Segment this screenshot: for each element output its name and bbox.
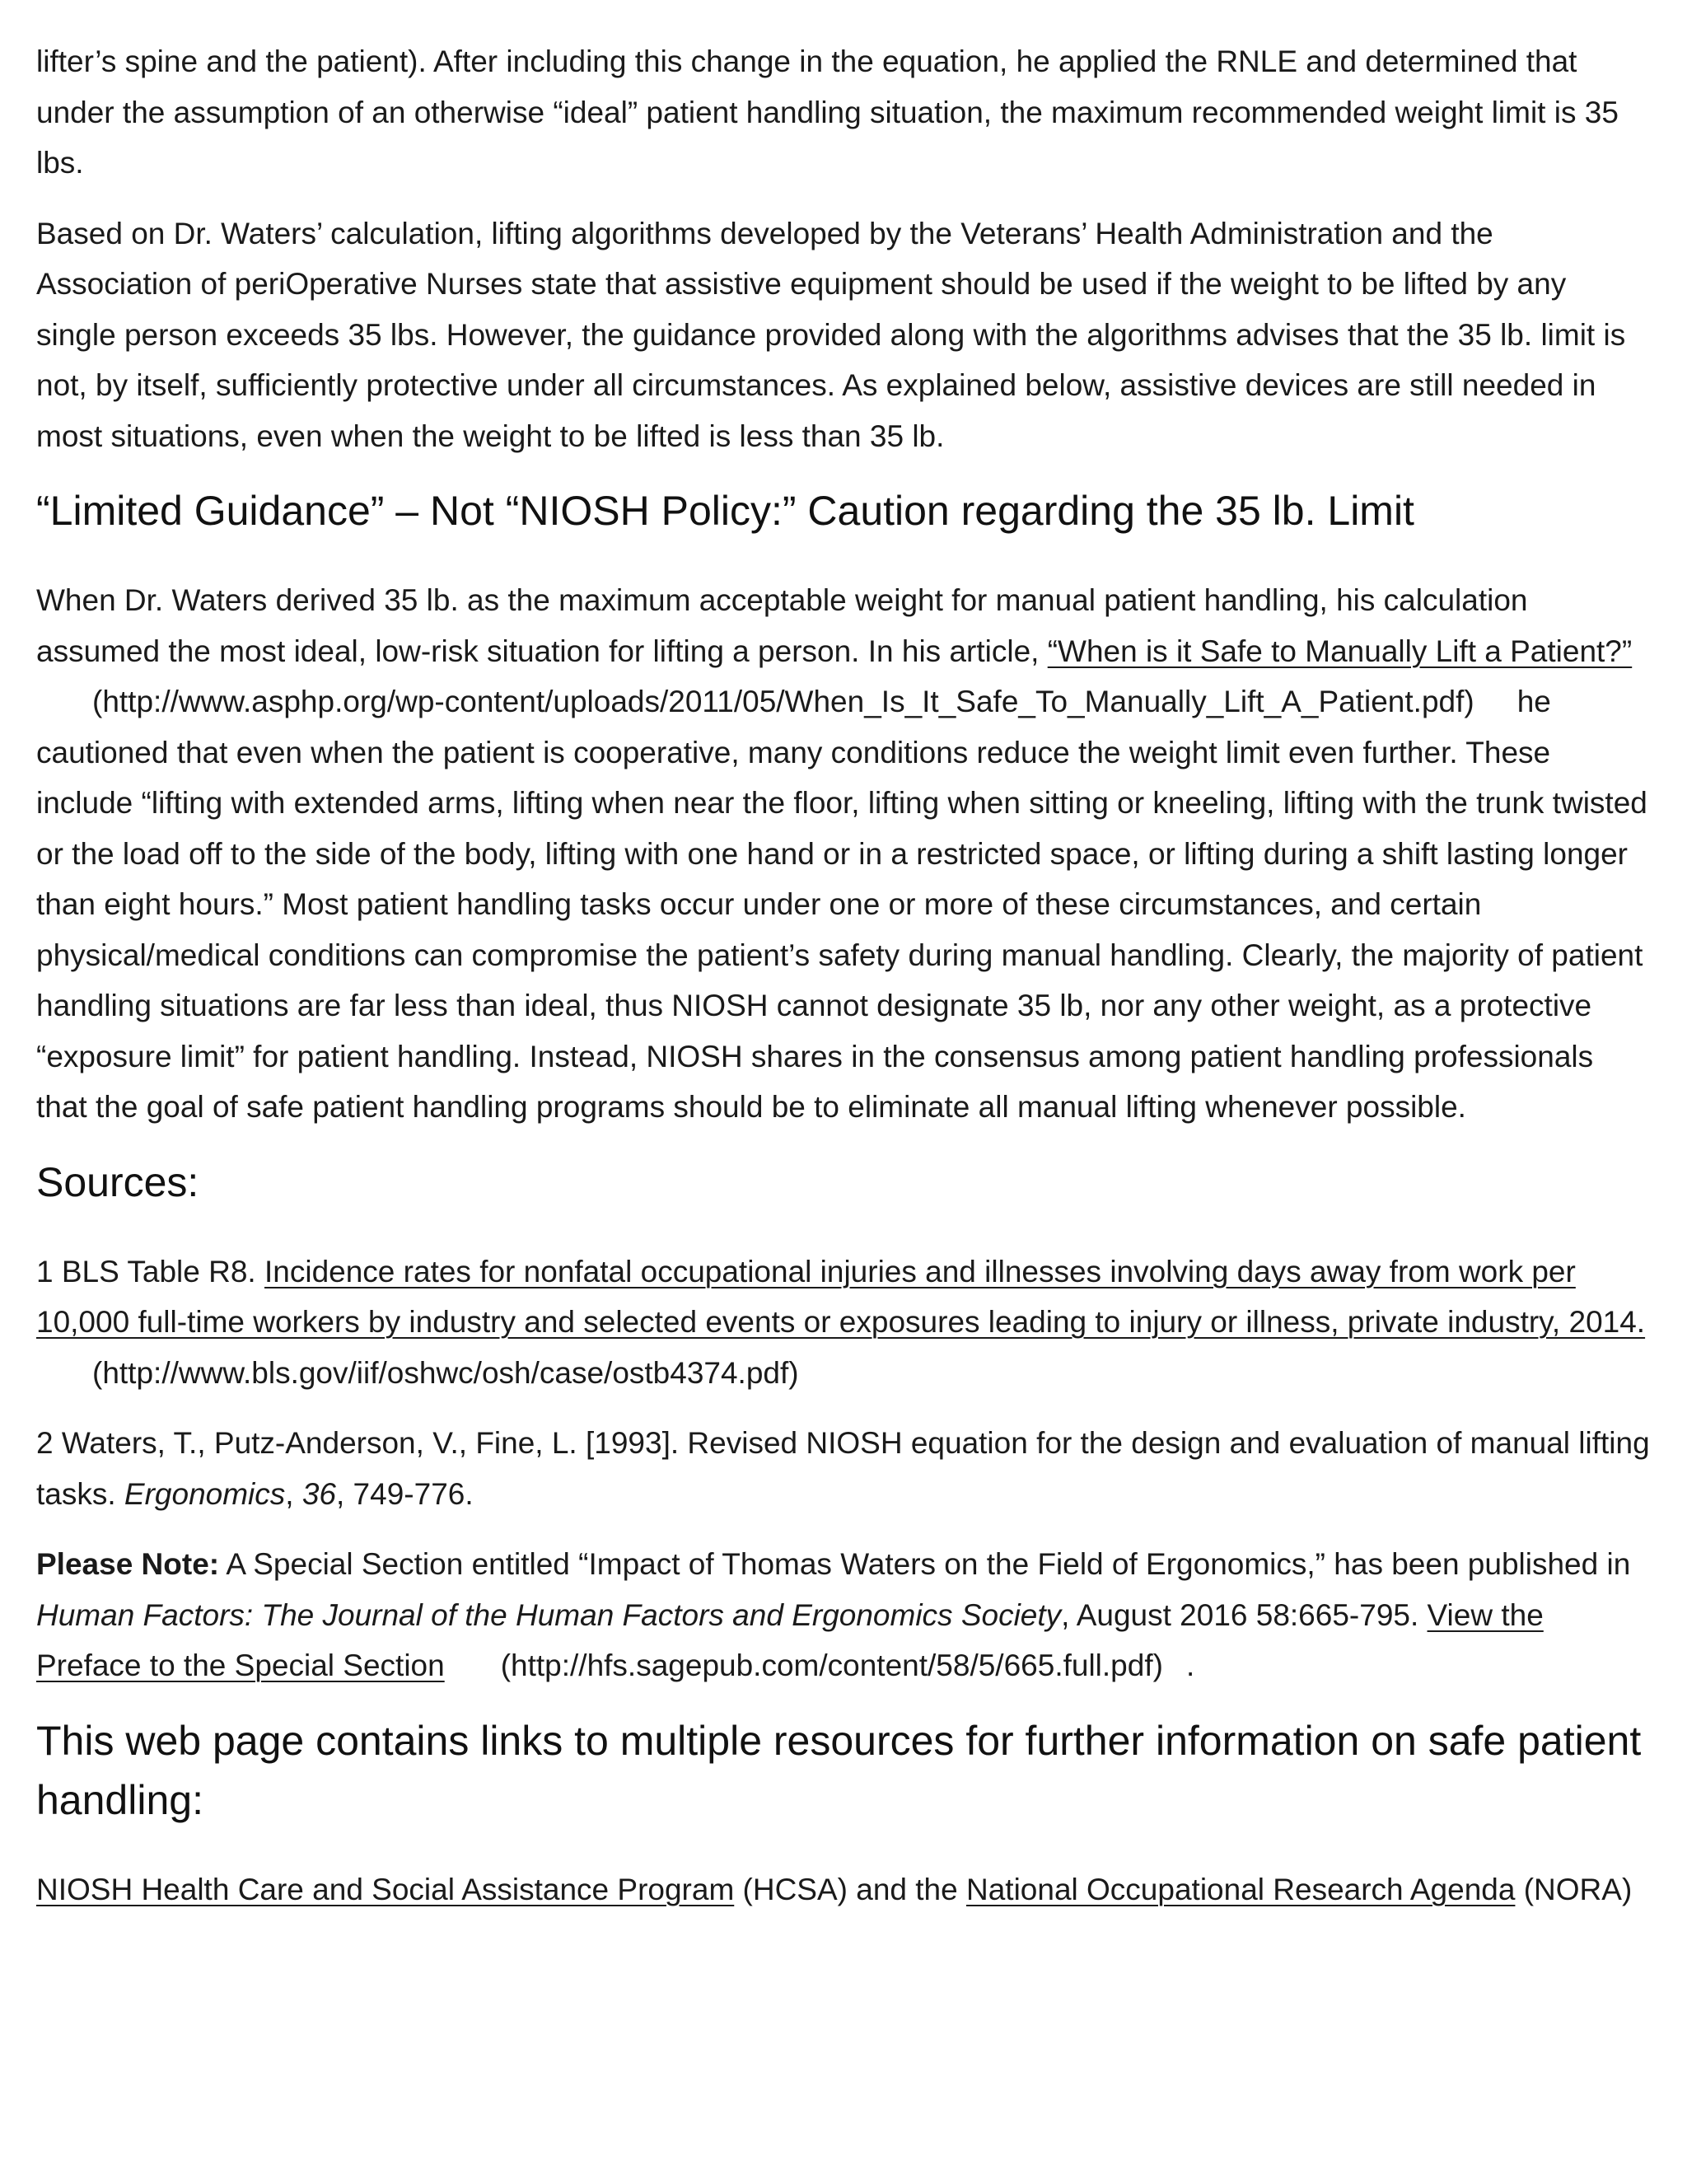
sources-heading: Sources: bbox=[36, 1158, 199, 1205]
source-2 bbox=[36, 1418, 1651, 1519]
resources-paragraph bbox=[36, 1864, 1651, 1915]
source-2-volume: 36 bbox=[301, 1476, 336, 1511]
resources-mid-text: (HCSA) and the bbox=[734, 1872, 966, 1906]
source-1-prefix: 1 BLS Table R8. bbox=[36, 1254, 264, 1288]
limited-guidance-paragraph bbox=[36, 575, 1651, 1133]
article-url: (http://www.asphp.org/wp-content/uploads/2011/05/When_Is_It_Safe_To_Manually_Lift_A_Patient.pdf) bbox=[92, 685, 1474, 718]
resources-heading: This web page contains links to multiple resources for further information on safe patient handling: bbox=[36, 1717, 1642, 1823]
article-link[interactable]: “When is it Safe to Manually Lift a Patient?” bbox=[1047, 634, 1633, 668]
source-1-url: (http://www.bls.gov/iif/oshwc/osh/case/ostb4374.pdf) bbox=[92, 1355, 799, 1390]
source-2-sep: , bbox=[285, 1476, 302, 1511]
source-1 bbox=[36, 1246, 1651, 1399]
please-note-end: . bbox=[1185, 1649, 1195, 1682]
please-note-text-1: A Special Section entitled “Impact of Thomas Waters on the Field of Ergonomics,” has been published in bbox=[219, 1547, 1631, 1581]
please-note-text-2: , August 2016 58:665-795. bbox=[1061, 1597, 1428, 1632]
limited-guidance-heading: “Limited Guidance” – Not “NIOSH Policy:” Caution regarding the 35 lb. Limit bbox=[36, 488, 1414, 534]
intro-paragraph-1: lifter’s spine and the patient). After including this change in the equation, he applied the RNLE and determined that under the assumption of an otherwise “ideal” patient handling situation, the maximum recommended weight limit is 35 lbs. bbox=[36, 44, 1619, 180]
limited-guidance-text-after: he cautioned that even when the patient is cooperative, many conditions reduce the weight limit even further. These include “lifting with extended arms, lifting when near the floor, lifting when sitting or kneeling, lifting with the trunk twisted or the load off to the side of the body, lifting with one hand or in a restricted space, or lifting during a shift lasting longer than eight hours.” Most patient handling tasks occur under one or more of these circumstances, and certain physical/medical conditions can compromise the patient’s safety during manual handling. Clearly, the majority of patient handling situations are far less than ideal, thus NIOSH cannot designate 35 lb, nor any other weight, as a protective “exposure limit” for patient handling. Instead, NIOSH shares in the consensus among patient handling professionals that the goal of safe patient handling programs should be to eliminate all manual lifting whenever possible. bbox=[36, 685, 1647, 1124]
source-2-text: 2 Waters, T., Putz-Anderson, V., Fine, L. [1993]. Revised NIOSH equation for the design and evaluation of manual lifting tasks. bbox=[36, 1426, 1650, 1511]
source-2-pages: , 749-776. bbox=[336, 1476, 474, 1511]
preface-url: (http://hfs.sagepub.com/content/58/5/665.full.pdf) bbox=[500, 1649, 1163, 1682]
please-note bbox=[36, 1539, 1651, 1691]
limited-guidance-text-before: When Dr. Waters derived 35 lb. as the maximum acceptable weight for manual patient handling, his calculation assumed the most ideal, low-risk situation for lifting a person. In his article, bbox=[36, 583, 1528, 668]
source-2-journal: Ergonomics bbox=[124, 1476, 286, 1511]
preface-link[interactable]: View the Preface to the Special Section bbox=[36, 1597, 1544, 1682]
nora-link[interactable]: National Occupational Research Agenda bbox=[966, 1872, 1516, 1906]
resources-end-text: (NORA) bbox=[1515, 1872, 1633, 1906]
hcsa-program-link[interactable]: NIOSH Health Care and Social Assistance Program bbox=[36, 1872, 735, 1906]
intro-paragraph-2: Based on Dr. Waters’ calculation, lifting algorithms developed by the Veterans’ Health Administration and the Association of periOperative Nurses state that assistive equipment should be used if the weight to be lifted by any single person exceeds 35 lbs. However, the guidance provided along with the algorithms advises that the 35 lb. limit is not, by itself, sufficiently protective under all circumstances. As explained below, assistive devices are still needed in most situations, even when the weight to be lifted is less than 35 lb. bbox=[36, 216, 1626, 453]
please-note-label: Please Note: bbox=[36, 1547, 220, 1581]
please-note-journal: Human Factors: The Journal of the Human Factors and Ergonomics Society bbox=[36, 1597, 1062, 1632]
source-1-link[interactable]: Incidence rates for nonfatal occupational injuries and illnesses involving days away from work per 10,000 full-time workers by industry and selected events or exposures leading to injury or illness, private industry, 2014. bbox=[36, 1254, 1646, 1339]
